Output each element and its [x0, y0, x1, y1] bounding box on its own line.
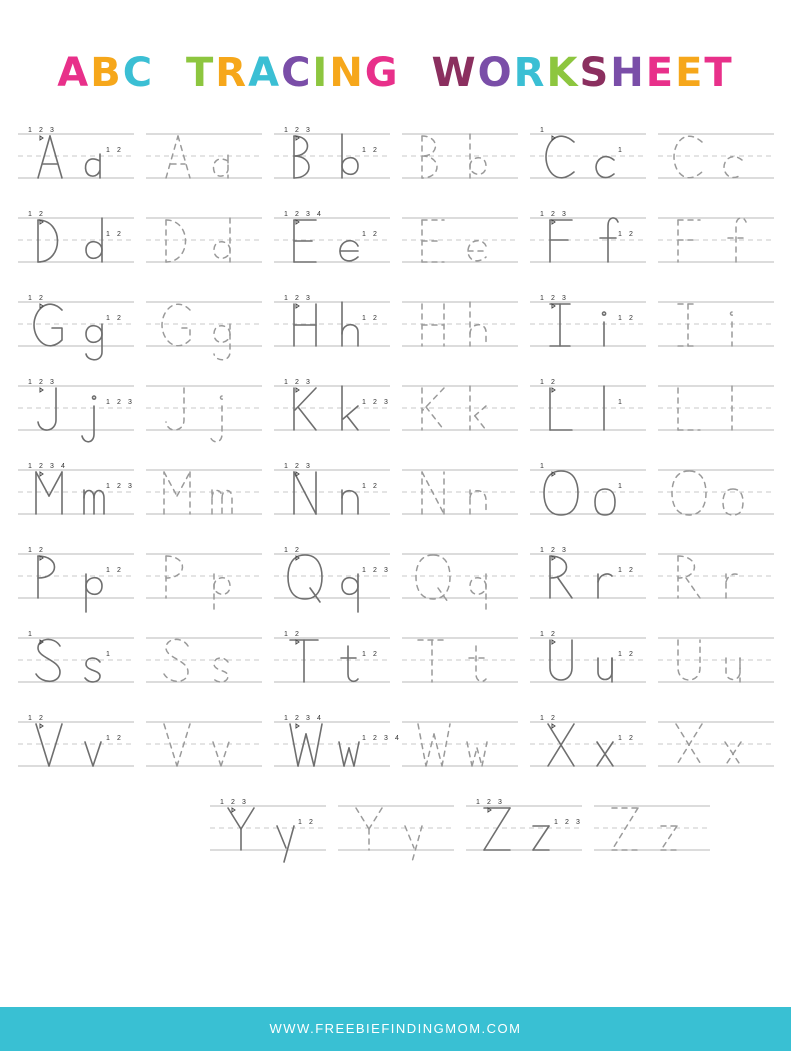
- letter-pair-Bb: [398, 120, 522, 198]
- letter-pair-Uu: [526, 624, 650, 702]
- stroke-number: 1: [361, 230, 366, 238]
- spacer-cell: [78, 792, 202, 870]
- letter-pair-Oo: [526, 456, 650, 534]
- stroke-number: 3: [561, 546, 566, 554]
- letter-pair-Dd: [14, 204, 138, 282]
- stroke-number: 3: [49, 462, 54, 470]
- stroke-number: 1: [283, 714, 288, 722]
- tracing-row: [18, 792, 773, 870]
- stroke-number: 3: [383, 566, 388, 574]
- stroke-number: 4: [316, 714, 321, 722]
- stroke-number: 1: [283, 462, 288, 470]
- stroke-number: 2: [564, 818, 569, 826]
- letter-pair-Ll: [654, 372, 778, 450]
- tracing-cell-guided: [462, 792, 586, 870]
- tracing-cell-dashed: [142, 372, 266, 450]
- letter-pair-Vv: [14, 708, 138, 786]
- stroke-number: 2: [294, 210, 299, 218]
- tracing-cell-guided: [270, 540, 394, 618]
- letter-pair-Zz: [462, 792, 586, 870]
- letter-pair-Ww: [398, 708, 522, 786]
- stroke-number: 3: [305, 378, 310, 386]
- stroke-number: 1: [27, 210, 32, 218]
- stroke-number: 1: [105, 650, 110, 658]
- tracing-cell-guided: [14, 456, 138, 534]
- stroke-number: 3: [561, 210, 566, 218]
- stroke-number: 2: [550, 630, 555, 638]
- stroke-number: 3: [127, 398, 132, 406]
- stroke-number: 3: [497, 798, 502, 806]
- title-letter: A: [57, 49, 91, 96]
- stroke-number: 3: [575, 818, 580, 826]
- stroke-number: 2: [116, 566, 121, 574]
- stroke-number: 2: [116, 230, 121, 238]
- stroke-number: 1: [105, 230, 110, 238]
- stroke-number: 3: [127, 482, 132, 490]
- tracing-cell-guided: [270, 372, 394, 450]
- stroke-number: 1: [27, 630, 32, 638]
- stroke-number: 3: [561, 294, 566, 302]
- tracing-row: [18, 204, 773, 282]
- stroke-number: 3: [305, 714, 310, 722]
- title-letter: W: [431, 49, 478, 96]
- tracing-cell-dashed: [654, 204, 778, 282]
- letter-pair-Nn: [270, 456, 394, 534]
- stroke-number: 1: [105, 566, 110, 574]
- letter-pair-Yy: [334, 792, 458, 870]
- stroke-number: 2: [294, 714, 299, 722]
- title-letter: T: [704, 49, 734, 96]
- tracing-cell-guided: [14, 120, 138, 198]
- stroke-number: 1: [553, 818, 558, 826]
- letter-pair-Dd: [142, 204, 266, 282]
- stroke-number: 1: [617, 734, 622, 742]
- stroke-number: 1: [539, 126, 544, 134]
- stroke-number: 4: [316, 210, 321, 218]
- letter-pair-Ss: [14, 624, 138, 702]
- tracing-cell-guided: [14, 204, 138, 282]
- title-letter: [400, 53, 432, 93]
- tracing-cell-dashed: [142, 540, 266, 618]
- tracing-cell-dashed: [142, 288, 266, 366]
- tracing-cell-guided: [270, 456, 394, 534]
- letter-pair-Xx: [654, 708, 778, 786]
- letter-pair-Pp: [14, 540, 138, 618]
- stroke-number: 2: [116, 314, 121, 322]
- letter-pair-Mm: [14, 456, 138, 534]
- stroke-number: 1: [361, 482, 366, 490]
- stroke-number: 2: [550, 714, 555, 722]
- stroke-number: 1: [105, 482, 110, 490]
- stroke-number: 1: [617, 482, 622, 490]
- letter-pair-Uu: [654, 624, 778, 702]
- letter-pair-Tt: [398, 624, 522, 702]
- stroke-number: 1: [283, 294, 288, 302]
- letter-pair-Gg: [142, 288, 266, 366]
- letter-pair-Cc: [526, 120, 650, 198]
- stroke-number: 2: [116, 146, 121, 154]
- stroke-number: 1: [283, 546, 288, 554]
- letter-pair-Aa: [14, 120, 138, 198]
- letter-pair-Zz: [590, 792, 714, 870]
- title-letter: O: [477, 49, 514, 96]
- title-letter: S: [579, 49, 611, 96]
- stroke-number: 2: [550, 210, 555, 218]
- stroke-number: 2: [372, 314, 377, 322]
- stroke-number: 1: [539, 210, 544, 218]
- tracing-cell-dashed: [654, 540, 778, 618]
- stroke-number: 2: [372, 482, 377, 490]
- title-letter: I: [312, 49, 330, 96]
- stroke-number: 2: [294, 126, 299, 134]
- letter-pair-Kk: [398, 372, 522, 450]
- title-letter: C: [122, 49, 155, 96]
- tracing-cell-dashed: [654, 372, 778, 450]
- tracing-row: [18, 456, 773, 534]
- stroke-number: 1: [361, 314, 366, 322]
- title-letter: G: [364, 49, 400, 96]
- tracing-cell-dashed: [654, 708, 778, 786]
- tracing-row: [18, 288, 773, 366]
- letter-pair-Rr: [654, 540, 778, 618]
- stroke-number: 2: [294, 294, 299, 302]
- stroke-number: 1: [539, 294, 544, 302]
- stroke-number: 1: [283, 378, 288, 386]
- tracing-cell-guided: [526, 288, 650, 366]
- stroke-number: 2: [294, 378, 299, 386]
- stroke-number: 2: [628, 314, 633, 322]
- tracing-cell-dashed: [398, 456, 522, 534]
- letter-pair-Rr: [526, 540, 650, 618]
- letter-pair-Nn: [398, 456, 522, 534]
- stroke-number: 2: [294, 462, 299, 470]
- stroke-number: 1: [105, 314, 110, 322]
- letter-pair-Qq: [398, 540, 522, 618]
- letter-pair-Vv: [142, 708, 266, 786]
- stroke-number: 2: [116, 482, 121, 490]
- letter-pair-Ff: [526, 204, 650, 282]
- tracing-cell-dashed: [398, 708, 522, 786]
- stroke-number: 1: [539, 714, 544, 722]
- stroke-number: 1: [27, 378, 32, 386]
- stroke-number: 2: [38, 378, 43, 386]
- stroke-number: 1: [617, 314, 622, 322]
- stroke-number: 1: [105, 734, 110, 742]
- tracing-row: [18, 372, 773, 450]
- stroke-number: 2: [38, 462, 43, 470]
- letter-pair-Tt: [270, 624, 394, 702]
- title-letter: H: [610, 49, 646, 96]
- stroke-number: 1: [617, 650, 622, 658]
- stroke-number: 2: [372, 566, 377, 574]
- stroke-number: 3: [241, 798, 246, 806]
- tracing-cell-guided: [526, 540, 650, 618]
- title-letter: C: [281, 49, 313, 96]
- letter-pair-Hh: [270, 288, 394, 366]
- letter-pair-Ii: [654, 288, 778, 366]
- stroke-number: 3: [49, 126, 54, 134]
- tracing-cell-dashed: [590, 792, 714, 870]
- letter-pair-Ee: [398, 204, 522, 282]
- stroke-number: 2: [628, 566, 633, 574]
- letter-pair-Ss: [142, 624, 266, 702]
- stroke-number: 1: [361, 566, 366, 574]
- stroke-number: 2: [116, 734, 121, 742]
- stroke-number: 2: [294, 630, 299, 638]
- stroke-number: 2: [38, 714, 43, 722]
- tracing-cell-dashed: [142, 204, 266, 282]
- stroke-number: 3: [305, 126, 310, 134]
- stroke-number: 1: [617, 230, 622, 238]
- tracing-row: [18, 624, 773, 702]
- stroke-number: 2: [308, 818, 313, 826]
- letter-pair-Ww: [270, 708, 399, 786]
- stroke-number: 2: [294, 546, 299, 554]
- stroke-number: 2: [372, 146, 377, 154]
- stroke-number: 1: [361, 146, 366, 154]
- tracing-cell-dashed: [398, 288, 522, 366]
- tracing-cell-guided: [270, 120, 394, 198]
- tracing-cell-guided: [526, 120, 650, 198]
- tracing-cell-guided: [14, 624, 138, 702]
- letter-pair-Ee: [270, 204, 394, 282]
- tracing-cell-dashed: [142, 456, 266, 534]
- footer-bar: [0, 1007, 791, 1051]
- letter-pair-Xx: [526, 708, 650, 786]
- tracing-cell-guided: [526, 372, 650, 450]
- stroke-number: 1: [105, 398, 110, 406]
- stroke-number: 1: [27, 462, 32, 470]
- tracing-cell-dashed: [142, 624, 266, 702]
- stroke-number: 2: [372, 650, 377, 658]
- letter-pair-Oo: [654, 456, 778, 534]
- stroke-number: 3: [305, 294, 310, 302]
- title-letter: E: [675, 49, 705, 96]
- stroke-number: 1: [539, 630, 544, 638]
- stroke-number: 1: [539, 462, 544, 470]
- tracing-cell-dashed: [398, 372, 522, 450]
- stroke-number: 1: [283, 126, 288, 134]
- stroke-number: 1: [27, 546, 32, 554]
- tracing-cell-dashed: [398, 120, 522, 198]
- footer-url: WWW.FREEBIEFINDINGMOM.COM: [269, 1021, 522, 1037]
- title-letter: B: [90, 49, 123, 96]
- stroke-number: 2: [38, 126, 43, 134]
- stroke-number: 2: [372, 734, 377, 742]
- title-letter: A: [248, 49, 282, 96]
- tracing-cell-dashed: [142, 120, 266, 198]
- tracing-cell-dashed: [398, 540, 522, 618]
- tracing-cell-guided: [270, 708, 399, 786]
- stroke-number: 2: [486, 798, 491, 806]
- tracing-cell-dashed: [142, 708, 266, 786]
- tracing-cell-dashed: [654, 456, 778, 534]
- stroke-number: 3: [383, 398, 388, 406]
- tracing-cell-guided: [206, 792, 330, 870]
- stroke-number: 1: [617, 566, 622, 574]
- tracing-grid: [0, 120, 791, 870]
- stroke-number: 1: [617, 146, 622, 154]
- tracing-row: [18, 120, 773, 198]
- stroke-number: 1: [475, 798, 480, 806]
- stroke-number: 1: [283, 210, 288, 218]
- title-letter: [154, 53, 186, 93]
- tracing-cell-dashed: [334, 792, 458, 870]
- stroke-number: 1: [361, 734, 366, 742]
- tracing-cell-guided: [14, 708, 138, 786]
- title-letter: N: [329, 49, 365, 96]
- title-letter: T: [185, 49, 216, 96]
- tracing-cell-guided: [526, 624, 650, 702]
- worksheet-page: [0, 27, 791, 1051]
- stroke-number: 1: [283, 630, 288, 638]
- tracing-cell-dashed: [654, 288, 778, 366]
- stroke-number: 1: [297, 818, 302, 826]
- stroke-number: 4: [60, 462, 65, 470]
- stroke-number: 2: [230, 798, 235, 806]
- title-letter: R: [215, 49, 249, 96]
- letter-pair-Jj: [14, 372, 138, 450]
- tracing-cell-guided: [526, 456, 650, 534]
- letter-pair-Cc: [654, 120, 778, 198]
- stroke-number: 2: [372, 398, 377, 406]
- stroke-number: 2: [628, 734, 633, 742]
- title-letter: K: [546, 49, 580, 96]
- letter-pair-Bb: [270, 120, 394, 198]
- stroke-number: 2: [550, 378, 555, 386]
- tracing-row: [18, 540, 773, 618]
- stroke-number: 1: [539, 546, 544, 554]
- stroke-number: 2: [628, 650, 633, 658]
- stroke-number: 3: [305, 210, 310, 218]
- stroke-number: 4: [394, 734, 399, 742]
- tracing-cell-guided: [14, 540, 138, 618]
- letter-pair-Kk: [270, 372, 394, 450]
- letter-pair-Mm: [142, 456, 266, 534]
- page-title: [0, 27, 791, 96]
- letter-pair-Ll: [526, 372, 650, 450]
- stroke-number: 1: [617, 398, 622, 406]
- stroke-number: 2: [550, 546, 555, 554]
- stroke-number: 2: [372, 230, 377, 238]
- tracing-cell-dashed: [398, 624, 522, 702]
- tracing-cell-guided: [270, 204, 394, 282]
- stroke-number: 3: [383, 734, 388, 742]
- tracing-cell-guided: [14, 288, 138, 366]
- tracing-cell-dashed: [398, 204, 522, 282]
- tracing-cell-dashed: [654, 624, 778, 702]
- title-letter: R: [513, 49, 547, 96]
- letter-pair-Ff: [654, 204, 778, 282]
- stroke-number: 1: [27, 714, 32, 722]
- title-letter: E: [645, 49, 676, 96]
- tracing-cell-guided: [526, 708, 650, 786]
- stroke-number: 2: [38, 210, 43, 218]
- stroke-number: 1: [361, 398, 366, 406]
- stroke-number: 2: [38, 546, 43, 554]
- stroke-number: 1: [105, 146, 110, 154]
- letter-pair-Aa: [142, 120, 266, 198]
- letter-pair-Hh: [398, 288, 522, 366]
- letter-pair-Jj: [142, 372, 266, 450]
- letter-pair-Gg: [14, 288, 138, 366]
- stroke-number: 2: [116, 398, 121, 406]
- tracing-cell-guided: [526, 204, 650, 282]
- stroke-number: 2: [38, 294, 43, 302]
- tracing-cell-guided: [270, 624, 394, 702]
- stroke-number: 2: [550, 294, 555, 302]
- tracing-cell-guided: [14, 372, 138, 450]
- stroke-number: 1: [27, 126, 32, 134]
- stroke-number: 1: [219, 798, 224, 806]
- tracing-cell-guided: [270, 288, 394, 366]
- letter-pair-Qq: [270, 540, 394, 618]
- tracing-row: [18, 708, 773, 786]
- letter-pair-Yy: [206, 792, 330, 870]
- stroke-number: 1: [361, 650, 366, 658]
- letter-pair-Pp: [142, 540, 266, 618]
- stroke-number: 1: [539, 378, 544, 386]
- tracing-cell-dashed: [654, 120, 778, 198]
- stroke-number: 1: [27, 294, 32, 302]
- stroke-number: 3: [305, 462, 310, 470]
- stroke-number: 3: [49, 378, 54, 386]
- stroke-number: 2: [628, 230, 633, 238]
- letter-pair-Ii: [526, 288, 650, 366]
